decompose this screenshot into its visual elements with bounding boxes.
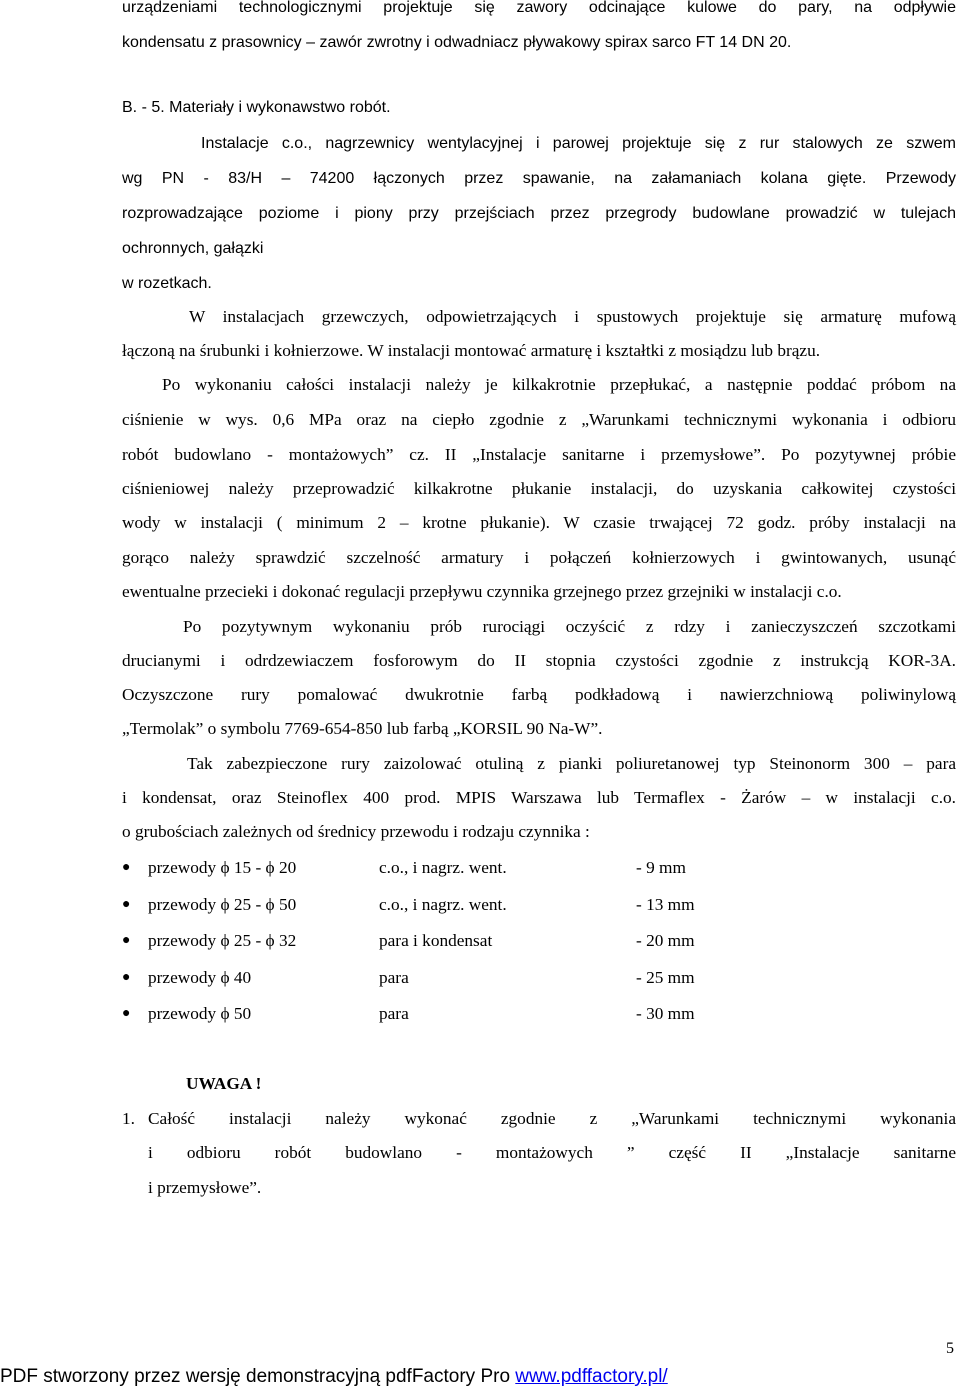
bullet-icon: ● (122, 897, 131, 912)
pipe-size: przewody ϕ 25 - ϕ 50 (148, 895, 297, 914)
medium: para (379, 1004, 409, 1023)
section-heading: B. - 5. Materiały i wykonawstwo robót. (122, 99, 391, 116)
body-line: wg PN - 83/H – 74200 łączonych przez spawanie, na załamaniach kolana gięte. Przewody (122, 170, 956, 187)
pipe-size: przewody ϕ 50 (148, 1004, 252, 1023)
body-line: kondensatu z prasownicy – zawór zwrotny i odwadniacz pływakowy spirax sarco FT 14 DN 20. (122, 34, 792, 51)
body-line: „Termolak” o symbolu 7769-654-850 lub farbą „KORSIL 90 Na-W”. (122, 719, 603, 738)
body-line: gorąco należy sprawdzić szczelność armatury i połączeń kołnierzowych i gwintowanych, usunąć (122, 548, 956, 567)
body-line: łączoną na śrubunki i kołnierzowe. W instalacji montować armaturę i kształtki z mosiądzu lub brązu. (122, 341, 821, 360)
body-line: Po wykonaniu całości instalacji należy je kilkakrotnie przepłukać, a następnie poddać próbom na (162, 375, 956, 394)
insulation-thickness: - 9 mm (636, 858, 686, 877)
list-item (122, 967, 822, 989)
body-line: Instalacje c.o., nagrzewnicy wentylacyjnej i parowej projektuje się z rur stalowych ze szwem (201, 135, 956, 152)
body-line: ewentualne przecieki i dokonać regulacji przepływu czynnika grzejnego przez grzejniki w instalacji c.o. (122, 582, 842, 601)
insulation-thickness: - 20 mm (636, 931, 695, 950)
note-number: 1. (122, 1109, 135, 1128)
medium: c.o., i nagrz. went. (379, 895, 507, 914)
insulation-thickness: - 25 mm (636, 968, 695, 987)
footer-text: PDF stworzony przez wersję demonstracyjną pdfFactory Pro (0, 1366, 516, 1387)
medium: para (379, 968, 409, 987)
insulation-thickness: - 13 mm (636, 895, 695, 914)
body-line: rozprowadzające poziome i piony przy przejściach przez przegrody budowlane prowadzić w tulejach (122, 205, 956, 222)
note-line: i odbioru robót budowlano - montażowych ” część II „Instalacje sanitarne (148, 1143, 956, 1162)
pipe-size: przewody ϕ 15 - ϕ 20 (148, 858, 297, 877)
pipe-size: przewody ϕ 25 - ϕ 32 (148, 931, 297, 950)
body-line: Tak zabezpieczone rury zaizolować otuliną z pianki poliuretanowej typ Steinonorm 300 – para (187, 754, 956, 773)
body-line: ochronnych, gałązki (122, 240, 264, 257)
medium: para i kondensat (379, 931, 493, 950)
body-line: w rozetkach. (122, 275, 212, 292)
body-line: wody w instalacji ( minimum 2 – krotne płukanie). W czasie trwającej 72 godz. próby instalacji na (122, 513, 956, 532)
list-item (122, 894, 822, 916)
insulation-thickness: - 30 mm (636, 1004, 695, 1023)
body-line: Po pozytywnym wykonaniu prób rurociągi oczyścić z rdzy i zanieczyszczeń szczotkami (183, 617, 956, 636)
body-line: ciśnieniowej należy przeprowadzić kilkakrotne płukanie instalacji, do uzyskania całkowitej czystości (122, 479, 956, 498)
list-item (122, 1003, 822, 1025)
list-item (122, 930, 822, 952)
bullet-icon: ● (122, 860, 131, 875)
note-line: Całość instalacji należy wykonać zgodnie z „Warunkami technicznymi wykonania (148, 1109, 956, 1128)
pipe-size: przewody ϕ 40 (148, 968, 252, 987)
pdf-footer (0, 1366, 668, 1392)
body-line: drucianymi i odrdzewiaczem fosforowym do II stopnia czystości zgodnie z instrukcją KOR-3A. (122, 651, 956, 670)
footer-link[interactable]: www.pdffactory.pl/ (515, 1366, 668, 1387)
page-number: 5 (946, 1340, 954, 1357)
body-line: robót budowlano - montażowych” cz. II „Instalacje sanitarne i przemysłowe”. Po pozytywnej próbie (122, 445, 956, 464)
note-line: i przemysłowe”. (148, 1178, 262, 1197)
bullet-icon: ● (122, 933, 131, 948)
bullet-icon: ● (122, 970, 131, 985)
medium: c.o., i nagrz. went. (379, 858, 507, 877)
bullet-icon: ● (122, 1006, 131, 1021)
body-line: Oczyszczone rury pomalować dwukrotnie farbą podkładową i nawierzchniową poliwinylową (122, 685, 956, 704)
body-line: o grubościach zależnych od średnicy przewodu i rodzaju czynnika : (122, 822, 590, 841)
body-line: i kondensat, oraz Steinoflex 400 prod. MPIS Warszawa lub Termaflex - Żarów – w instalacji c.o. (122, 788, 956, 807)
body-line: ciśnienie w wys. 0,6 MPa oraz na ciepło zgodnie z „Warunkami technicznymi wykonania i odbioru (122, 410, 956, 429)
list-item (122, 857, 822, 879)
warning-heading: UWAGA ! (186, 1074, 262, 1093)
body-line: W instalacjach grzewczych, odpowietrzających i spustowych projektuje się armaturę mufową (189, 307, 956, 326)
body-line: urządzeniami technologicznymi projektuje się zawory odcinające kulowe do pary, na odpływie (122, 0, 956, 16)
